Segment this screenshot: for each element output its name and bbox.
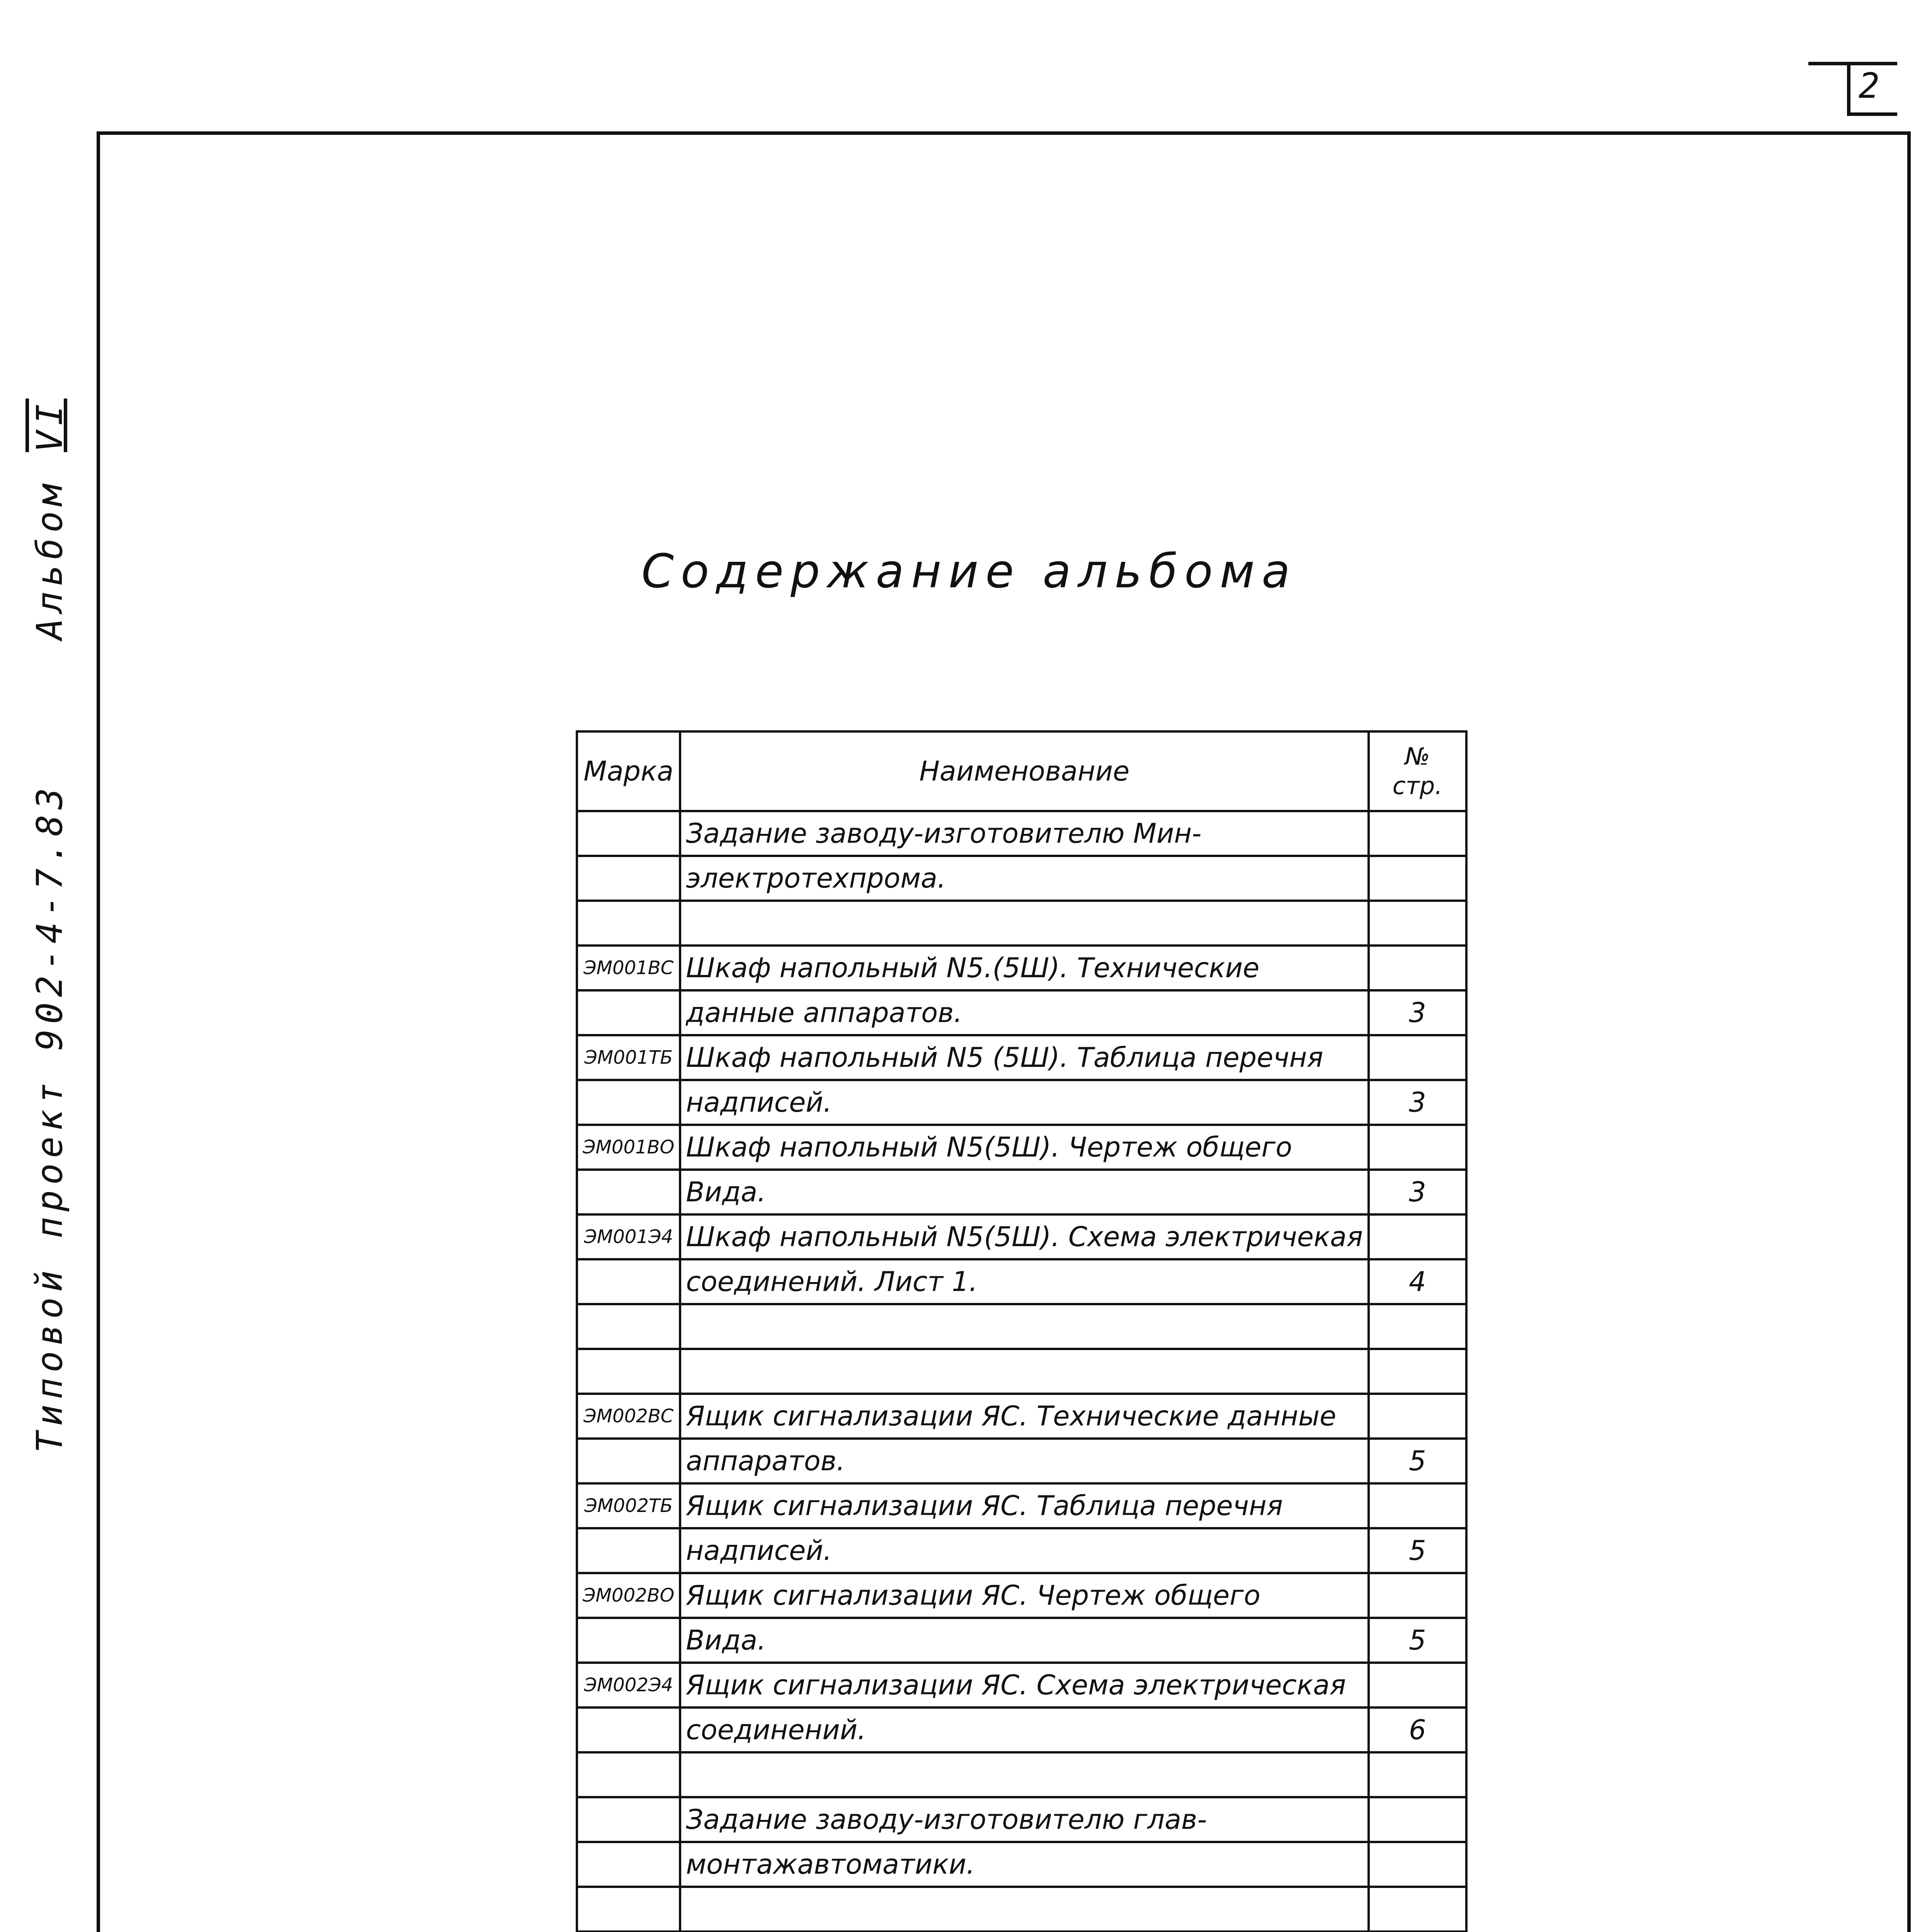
table-header-row [577,731,1466,811]
row-name: соединений. [680,1708,1369,1752]
row-mark: ЭМ002ВО [577,1573,680,1618]
row-name: Задание заводу-изготовителю Мин- [680,811,1369,856]
row-name [680,1752,1369,1797]
table-body [577,811,1466,1932]
row-mark [577,1528,680,1573]
row-mark [577,1752,680,1797]
row-name: надписей. [680,1080,1369,1125]
row-page [1369,1573,1466,1618]
row-mark [577,856,680,901]
row-mark: ЭМ001Э4 [577,1214,680,1259]
row-mark [577,1304,680,1349]
row-page [1369,1125,1466,1170]
table-row [577,1304,1466,1349]
row-name: Шкаф напольный N5(5Ш). Схема электричекая [680,1214,1369,1259]
table-row [577,1080,1466,1125]
row-page [1369,1842,1466,1887]
row-mark [577,1259,680,1304]
table-row [577,1797,1466,1842]
row-page [1369,1394,1466,1439]
row-page: 3 [1369,1170,1466,1214]
row-page: 5 [1369,1528,1466,1573]
row-name: Ящик сигнализации ЯС. Схема электрическая [680,1663,1369,1708]
album-number: VI [29,398,70,452]
table-row [577,1394,1466,1439]
row-page [1369,1214,1466,1259]
header-name: Наименование [680,731,1369,811]
row-name: Шкаф напольный N5(5Ш). Чертеж общего [680,1125,1369,1170]
table-row [577,1439,1466,1483]
row-name: данные аппаратов. [680,990,1369,1035]
table-row [577,1752,1466,1797]
row-page [1369,1035,1466,1080]
table-row [577,1618,1466,1663]
row-mark: ЭМ002Э4 [577,1663,680,1708]
row-page [1369,1663,1466,1708]
sheet-number: 2 [1859,66,1880,106]
row-page [1369,1887,1466,1932]
table-row [577,1663,1466,1708]
row-name: надписей. [680,1528,1369,1573]
row-page [1369,1797,1466,1842]
table-row [577,946,1466,990]
row-mark [577,811,680,856]
table-row [577,811,1466,856]
row-page [1369,946,1466,990]
row-mark [577,1618,680,1663]
table-row [577,1573,1466,1618]
row-page [1369,1752,1466,1797]
table-row [577,1214,1466,1259]
table-row [577,856,1466,901]
sheet-tab-line [1808,62,1847,65]
row-page: 5 [1369,1618,1466,1663]
header-page-number-sign: № [1405,742,1430,770]
row-name: Шкаф напольный N5 (5Ш). Таблица перечня [680,1035,1369,1080]
table-row [577,1259,1466,1304]
row-name: Ящик сигнализации ЯС. Таблица перечня [680,1483,1369,1528]
row-page [1369,1483,1466,1528]
row-name [680,901,1369,946]
row-name: Ящик сигнализации ЯС. Чертеж общего [680,1573,1369,1618]
row-page [1369,856,1466,901]
row-page: 4 [1369,1259,1466,1304]
row-page [1369,811,1466,856]
row-name: Задание заводу-изготовителю глав- [680,1797,1369,1842]
page-title: Содержание альбома [641,545,1297,599]
row-name: аппаратов. [680,1439,1369,1483]
side-label [29,398,70,1453]
row-name: Шкаф напольный N5.(5Ш). Технические [680,946,1369,990]
row-mark: ЭМ002ТБ [577,1483,680,1528]
row-name: Вида. [680,1618,1369,1663]
row-name: Ящик сигнализации ЯС. Технические данные [680,1394,1369,1439]
header-mark: Марка [577,731,680,811]
row-name [680,1349,1369,1394]
row-name: Вида. [680,1170,1369,1214]
table-row [577,1170,1466,1214]
row-page: 6 [1369,1708,1466,1752]
row-page: 3 [1369,990,1466,1035]
header-page [1369,731,1466,811]
row-page: 3 [1369,1080,1466,1125]
row-mark [577,1797,680,1842]
row-mark [577,1170,680,1214]
table-row [577,1887,1466,1932]
row-mark [577,1439,680,1483]
row-name [680,1887,1369,1932]
row-mark [577,1708,680,1752]
row-page [1369,901,1466,946]
contents-table [576,730,1468,1932]
row-mark [577,1842,680,1887]
row-name [680,1304,1369,1349]
table-row [577,1349,1466,1394]
row-mark [577,1349,680,1394]
table-row [577,990,1466,1035]
row-mark [577,990,680,1035]
table-row [577,1842,1466,1887]
row-mark: ЭМ001ТБ [577,1035,680,1080]
table-row [577,1035,1466,1080]
table-row [577,901,1466,946]
row-mark: ЭМ001ВО [577,1125,680,1170]
row-name: соединений. Лист 1. [680,1259,1369,1304]
album-label: Альбом [29,479,70,640]
table-row [577,1125,1466,1170]
row-page [1369,1304,1466,1349]
table-row [577,1528,1466,1573]
header-page-abbrev: стр. [1392,772,1443,800]
row-name: электротехпрома. [680,856,1369,901]
row-page [1369,1349,1466,1394]
project-label: Типовой проект 902-4-7.83 [29,782,70,1453]
row-mark [577,1887,680,1932]
row-name: монтажавтоматики. [680,1842,1369,1887]
row-page: 5 [1369,1439,1466,1483]
table-row [577,1708,1466,1752]
row-mark [577,901,680,946]
table-row [577,1483,1466,1528]
row-mark: ЭМ002ВС [577,1394,680,1439]
row-mark [577,1080,680,1125]
row-mark: ЭМ001ВС [577,946,680,990]
